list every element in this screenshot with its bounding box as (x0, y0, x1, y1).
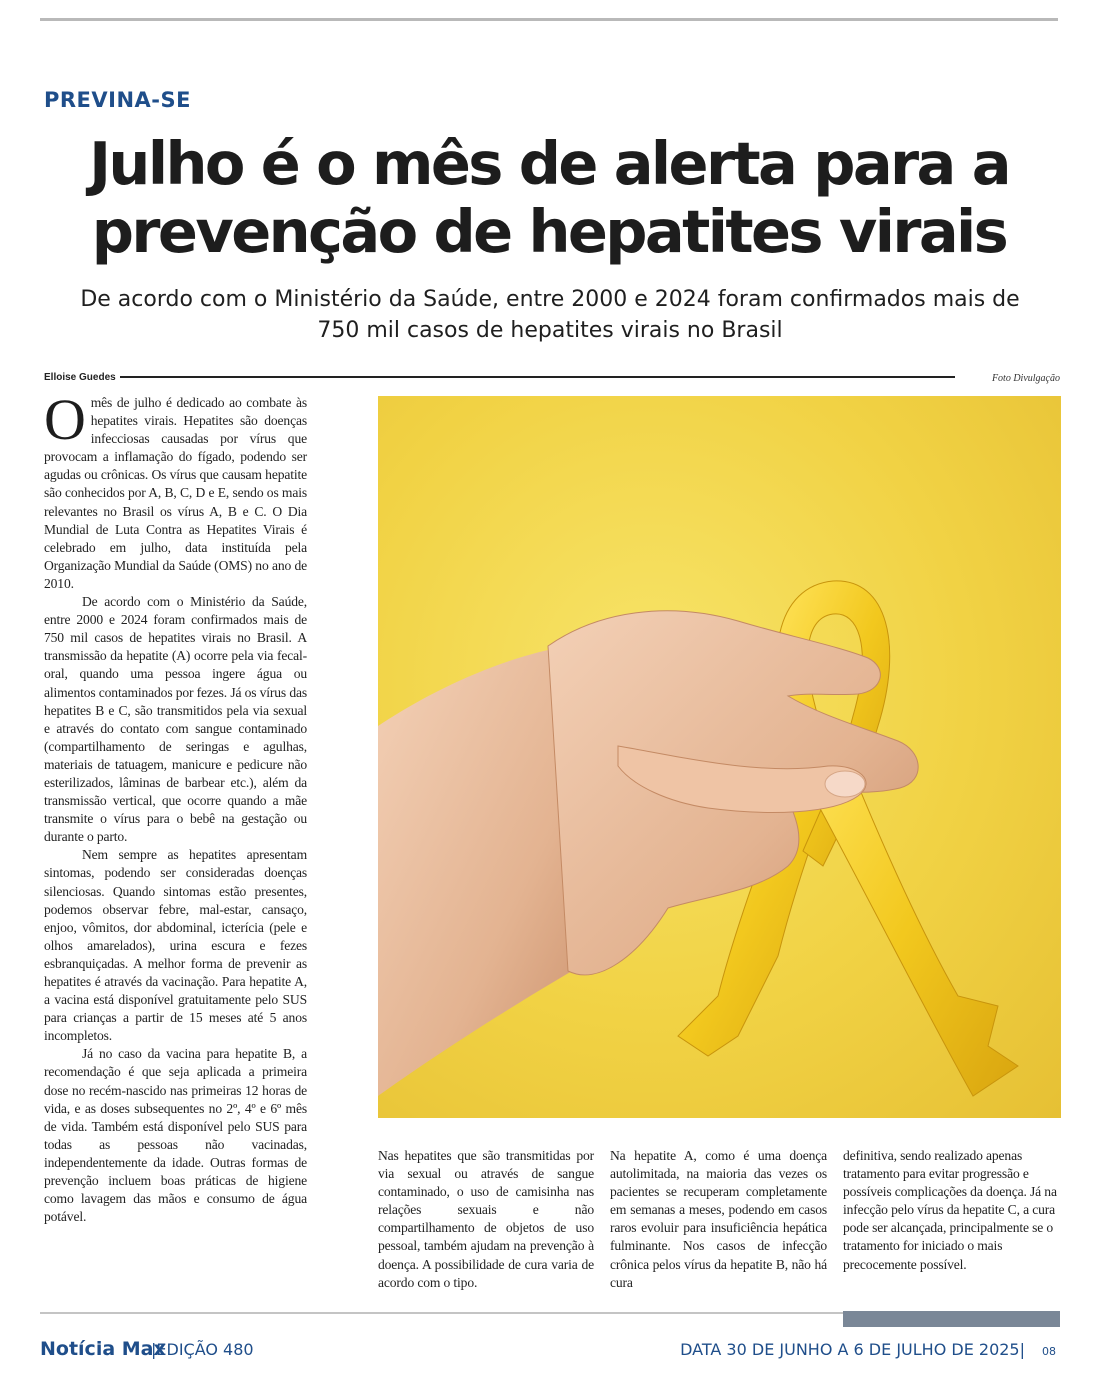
top-rule (40, 18, 1058, 21)
bottom-paragraph-1: Nas hepatites que são transmitidas por via sexual ou através de sangue contaminado, o uso de camisinha nas relações sexuais e não compartilhamento de objetos de uso pessoal, também ajudam na prevenção à doença. A possibilidade de cura varia de acordo com o tipo. (378, 1148, 594, 1290)
footer-date: DATA 30 DE JUNHO A 6 DE JULHO DE 2025| (680, 1340, 1025, 1359)
article-column-bottom-1 (378, 1147, 594, 1292)
hand-holding-yellow-ribbon-photo (378, 396, 1061, 1118)
photo-credit: Foto Divulgação (991, 373, 1060, 384)
bottom-paragraph-3: definitiva, sendo realizado apenas tratamento para evitar progressão e possíveis complicações da doença. Já na infecção pelo vírus da hepatite C, a cura pode ser alcançada, principalmente se o tratamento for iniciado o mais precocemente possível. (843, 1148, 1057, 1272)
drop-cap: O (44, 387, 86, 452)
bottom-paragraph-2: Na hepatite A, como é uma doença autolimitada, na maioria das vezes os pacientes se recuperam completamente em semanas a meses, podendo em casos raros evoluir para insuficiência hepática fulminante. Nos casos de infecção crônica pelos vírus da hepatite B, não há cura (610, 1148, 827, 1290)
byline-rule (120, 376, 955, 378)
footer-edition: |EDIÇÃO 480 (151, 1340, 254, 1359)
subheadline: De acordo com o Ministério da Saúde, entre 2000 e 2024 foram confirmados mais de 750 mil casos de hepatites virais no Brasil (80, 287, 1020, 343)
paragraph-3: Nem sempre as hepatites apresentam sintomas, podendo ser consideradas doenças silenciosas. Quando sintomas estão presentes, podemos observar febre, mal-estar, cansaço, enjoo, vômitos, dor abdominal, icterícia (pele e olhos amarelados), urina escura e fezes esbranquiçadas. A melhor forma de prevenir as hepatites é através da vacinação. Para hepatite A, a vacina está disponível gratuitamente pelo SUS para crianças a partir de 15 meses até 5 anos incompletos. (44, 847, 307, 1044)
footer (40, 1338, 1058, 1364)
footer-brand: Notícia Max (40, 1338, 166, 1360)
article-column-left (44, 387, 307, 1226)
thumbnail (825, 771, 865, 797)
paragraph-4: Já no caso da vacina para hepatite B, a recomendação é que seja aplicada a primeira dose no recém-nascido nas primeiras 12 horas de vida, e as doses subsequentes no 2º, 4º e 6º mês de vida. Também está disponível pelo SUS para todas as pessoas não vacinadas, independentemente da idade. Outras formas de prevenção incluem boas práticas de higiene como lavagem das mãos e consumo de água potável. (44, 1046, 307, 1225)
ribbon-illustration (378, 396, 1061, 1118)
paragraph-1-text: mês de julho é dedicado ao combate às hepatites virais. Hepatites são doenças infecciosas causadas por vírus que provocam a inflamação do fígado, podendo ser agudas ou crônicas. Os vírus que causam hepatite são conhecidos por A, B, C, D e E, sendo os mais relevantes no Brasil os vírus A, B e C. O Dia Mundial de Luta Contra as Hepatites Virais é celebrado em julho, data instituída pela Organização Mundial da Saúde (OMS) no ano de 2010. (44, 395, 307, 591)
byline: Elloise Guedes (44, 372, 116, 383)
article-column-bottom-2 (610, 1147, 827, 1292)
paragraph-1 (44, 387, 307, 593)
section-label: PREVINA-SE (44, 88, 191, 112)
article-column-bottom-3 (843, 1147, 1060, 1274)
footer-rule-accent (843, 1311, 1060, 1327)
headline: Julho é o mês de alerta para a prevenção de hepatites virais (89, 129, 1009, 266)
footer-page-number: 08 (1042, 1345, 1056, 1358)
paragraph-2: De acordo com o Ministério da Saúde, entre 2000 e 2024 foram confirmados mais de 750 mil casos de hepatites virais no Brasil. A transmissão da hepatite (A) ocorre pela via fecal-oral, quando uma pessoa ingere água ou alimentos contaminados por fezes. Já os vírus das hepatites B e C, são transmitidos pela via sexual e através do contato com sangue contaminado (compartilhamento de seringas e agulhas, materiais de tatuagem, manicure e pedicure não esterilizados, lâminas de barbear etc.), além da transmissão vertical, que ocorre quando a mãe transmite o vírus para o bebê na gestação ou durante o parto. (44, 594, 307, 845)
